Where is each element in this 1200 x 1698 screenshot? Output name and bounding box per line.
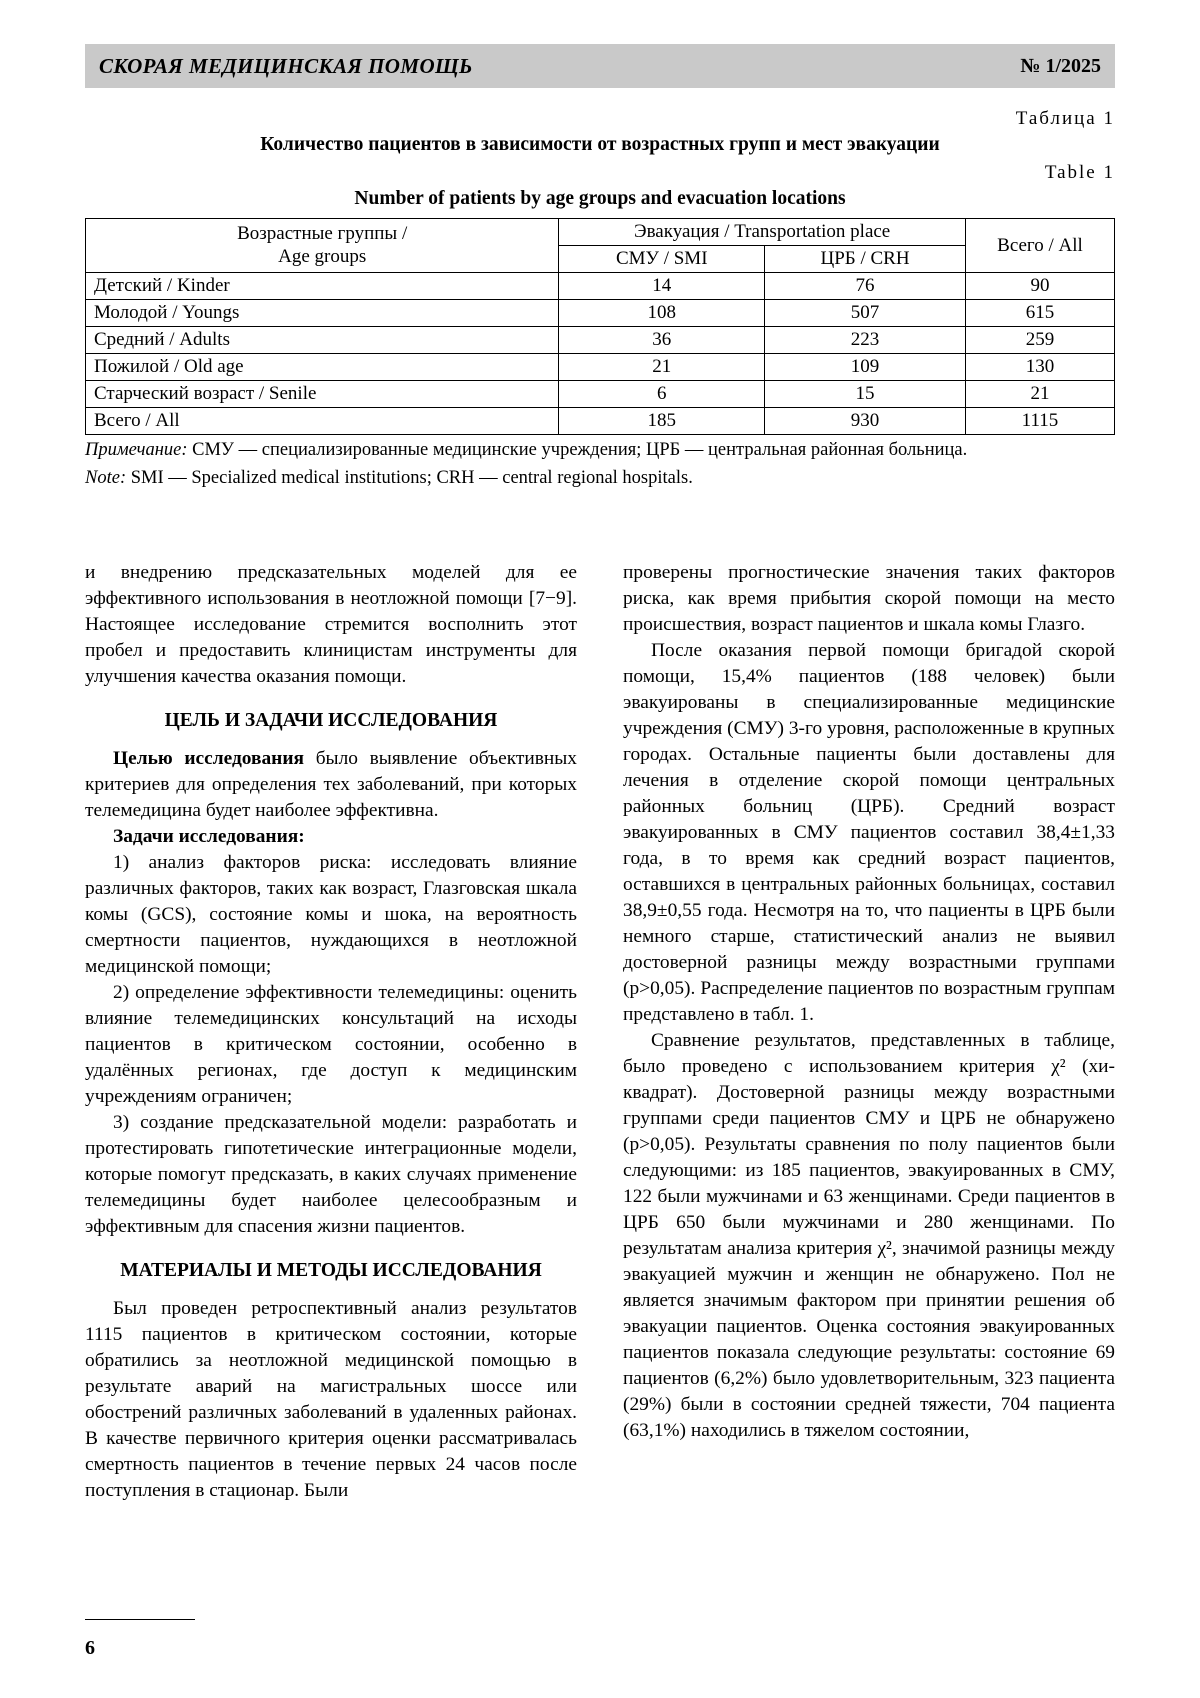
- table-note-en: [85, 467, 1115, 491]
- right-column: [623, 560, 1115, 1504]
- paragraph: 2) определение эффективности телемедицины: оценить влияние телемедицинских консультаций на исходы пациентов в критическом состоянии, особенно в удалённых регионах, где доступ к медицинским учреждениям ограничен;: [85, 982, 577, 1107]
- cell-total: 21: [965, 381, 1114, 408]
- paragraph: После оказания первой помощи бригадой скорой помощи, 15,4% пациентов (188 человек) были эвакуированы в специализированные медицинские учреждения (СМУ) 3-го уровня, расположенные в крупных городах. Остальные пациенты были доставлены для лечения в отделение скорой помощи центральных районных больниц (ЦРБ). Средний возраст эвакуированных в СМУ пациентов составил 38,4±1,33 года, в то время как средний возраст пациентов, оставшихся в центральных районных больницах, составил 38,9±0,55 года. Несмотря на то, что пациенты в ЦРБ были немного старше, статистический анализ не выявил достоверной разницы между возрастными группами (p>0,05). Распределение пациентов по возрастным группам представлено в табл. 1.: [623, 640, 1115, 1025]
- runin-aim: Целью исследования: [113, 748, 304, 769]
- cell-total: 90: [965, 273, 1114, 300]
- cell-total: 259: [965, 327, 1114, 354]
- cell-smi: 6: [559, 381, 765, 408]
- cell-age-group: Детский / Kinder: [86, 273, 559, 300]
- header-smi: СМУ / SMI: [559, 246, 765, 273]
- paragraph: и внедрению предсказательных моделей для ее эффективного использования в неотложной помощи [7−9]. Настоящее исследование стремится восполнить этот пробел и предоставить клиницистам инструменты для улучшения качества оказания помощи.: [85, 562, 577, 687]
- cell-age-group: Старческий возраст / Senile: [86, 381, 559, 408]
- table-title-en: Number of patients by age groups and evacuation locations: [354, 188, 846, 209]
- table-label-en: Table 1: [1044, 162, 1115, 183]
- table-row: [86, 273, 1115, 300]
- header-evacuation: Эвакуация / Transportation place: [559, 219, 966, 246]
- table-header-row-1: [86, 219, 1115, 246]
- table-note-ru: [85, 439, 1115, 463]
- section-heading-methods: МАТЕРИАЛЫ И МЕТОДЫ ИССЛЕДОВАНИЯ: [120, 1260, 542, 1281]
- cell-total: 1115: [965, 408, 1114, 435]
- table-head: [86, 219, 1115, 273]
- cell-smi: 185: [559, 408, 765, 435]
- header-age-groups: [86, 219, 559, 273]
- cell-crh: 76: [765, 273, 966, 300]
- body-columns: [85, 560, 1115, 1504]
- header-age-groups-ru: Возрастные группы /: [237, 223, 408, 245]
- running-head: [85, 44, 1115, 88]
- cell-crh: 223: [765, 327, 966, 354]
- cell-crh: 15: [765, 381, 966, 408]
- cell-total: 130: [965, 354, 1114, 381]
- table-block: [85, 108, 1115, 490]
- table-row: [86, 381, 1115, 408]
- paragraph: Сравнение результатов, представленных в таблице, было проведено с использованием критерия χ² (хи-квадрат). Достоверной разницы между возрастными группами среди пациентов СМУ и ЦРБ не обнаружено (p>0,05). Результаты сравнения по полу пациентов были следующими: из 185 пациентов, эвакуированных в СМУ, 122 были мужчинами и 63 женщинами. Среди пациентов в ЦРБ 650 были мужчинами и 280 женщинами. По результатам анализа критерия χ², значимой разницы между эвакуацией мужчин и женщин не обнаружено. Пол не является значимым фактором при принятии решения об эвакуации пациентов. Оценка состояния эвакуированных пациентов показала следующие результаты: состояние 69 пациентов (6,2%) было удовлетворительным, 323 пациента (29%) были в состоянии средней тяжести, 704 пациента (63,1%) находились в тяжелом состоянии,: [623, 1030, 1115, 1441]
- cell-smi: 108: [559, 300, 765, 327]
- table-note-ru-text: СМУ — специализированные медицинские учреждения; ЦРБ — центральная районная больница.: [187, 440, 968, 460]
- paragraph: проверены прогностические значения таких факторов риска, как время прибытия скорой помощи на место происшествия, возраст пациентов и шкала комы Глазго.: [623, 562, 1115, 635]
- cell-age-group: Средний / Adults: [86, 327, 559, 354]
- issue-number: № 1/2025: [1020, 54, 1101, 77]
- paragraph: 1) анализ факторов риска: исследовать влияние различных факторов, таких как возраст, Глазговская шкала комы (GCS), состояние комы и шока, на вероятность смертности пациентов, нуждающихся в неотложной медицинской помощи;: [85, 852, 577, 977]
- patients-table: [85, 218, 1115, 435]
- table-note-ru-label: Примечание:: [85, 440, 188, 460]
- cell-crh: 930: [765, 408, 966, 435]
- cell-smi: 14: [559, 273, 765, 300]
- header-age-groups-en: Age groups: [278, 245, 367, 267]
- table-body: [86, 273, 1115, 435]
- table-row: [86, 300, 1115, 327]
- section-heading-aims: ЦЕЛЬ И ЗАДАЧИ ИССЛЕДОВАНИЯ: [164, 710, 498, 731]
- table-row: [86, 327, 1115, 354]
- page-number: 6: [85, 1637, 95, 1659]
- paragraph-text: было выявление объективных критериев для определения тех заболеваний, при которых телемедицина будет наиболее эффективна.: [85, 748, 577, 821]
- runin-tasks: Задачи исследования:: [113, 826, 305, 847]
- table-row: [86, 408, 1115, 435]
- table-title-ru: Количество пациентов в зависимости от возрастных групп и мест эвакуации: [260, 134, 940, 155]
- cell-crh: 507: [765, 300, 966, 327]
- paragraph: Был проведен ретроспективный анализ результатов 1115 пациентов в критическом состоянии, которые обратились за неотложной медицинской помощью в результате аварий на магистральных шоссе или обострений различных заболеваний в удаленных районах. В качестве первичного критерия оценки рассматривалась смертность пациентов в течение первых 24 часов после поступления в стационар. Были: [85, 1298, 577, 1501]
- left-column: [85, 560, 577, 1504]
- cell-smi: 21: [559, 354, 765, 381]
- journal-title: СКОРАЯ МЕДИЦИНСКАЯ ПОМОЩЬ: [99, 53, 473, 78]
- cell-age-group: Всего / All: [86, 408, 559, 435]
- table-label-ru: Таблица 1: [1015, 108, 1115, 129]
- cell-total: 615: [965, 300, 1114, 327]
- header-total: Всего / All: [965, 219, 1114, 273]
- table-note-en-text: SMI — Specialized medical institutions; CRH — central regional hospitals.: [126, 467, 693, 488]
- table-note-en-label: Note:: [85, 467, 127, 488]
- header-crh: ЦРБ / CRH: [765, 246, 966, 273]
- paragraph: 3) создание предсказательной модели: разработать и протестировать гипотетические интеграционные модели, которые помогут предсказать, в каких случаях применение телемедицины будет наиболее целесообразным и эффективным для спасения жизни пациентов.: [85, 1112, 577, 1237]
- cell-crh: 109: [765, 354, 966, 381]
- paragraph: [85, 746, 577, 824]
- cell-age-group: Пожилой / Old age: [86, 354, 559, 381]
- cell-age-group: Молодой / Youngs: [86, 300, 559, 327]
- table-row: [86, 354, 1115, 381]
- cell-smi: 36: [559, 327, 765, 354]
- paragraph: [85, 824, 577, 850]
- footer-rule: [85, 1619, 195, 1620]
